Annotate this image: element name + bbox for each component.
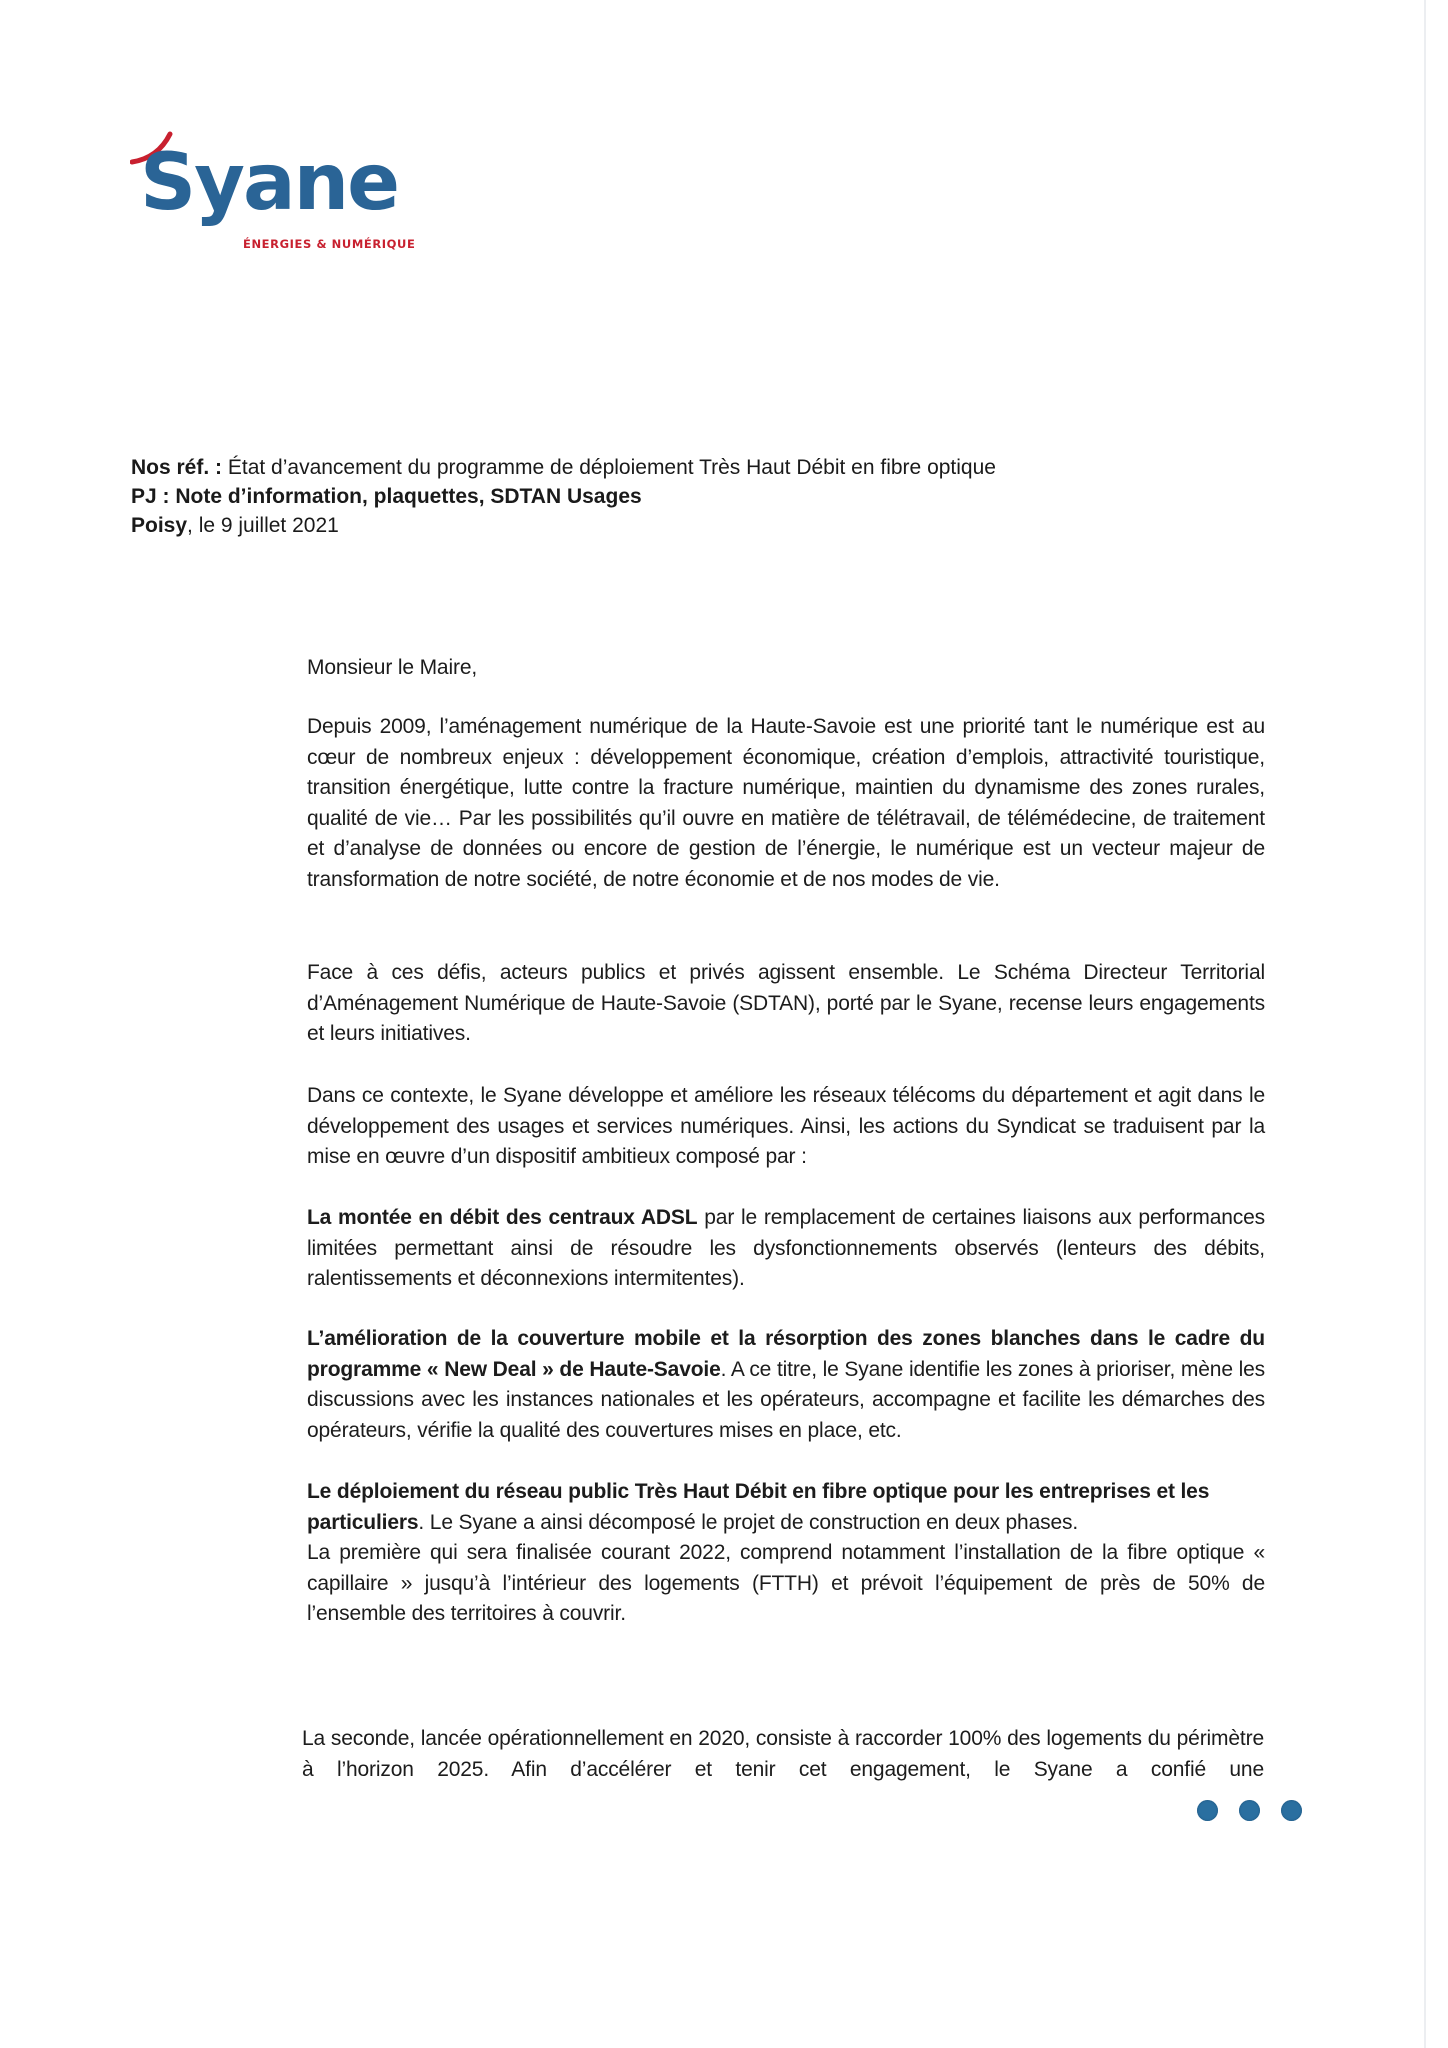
paragraph-body-continued: La première qui sera finalisée courant 2022, comprend notamment l’installation de la fibre optique « capillaire » jusqu’à l’intérieur des logements (FTTH) et prévoit l’équipement de près de 50% de l’ensemble des territoires à couvrir. [307,1541,1265,1625]
paragraph-text: Dans ce contexte, le Syane développe et améliore les réseaux télécoms du département et agit dans le développement des usages et services numériques. Ainsi, les actions du Syndicat se traduisent par la mise en œuvre d’un dispositif ambitieux composé par : [307,1084,1265,1168]
paragraph-body: . Le Syane a ainsi décomposé le projet de construction en deux phases. [418,1510,1079,1534]
paragraph-mobile [307,1324,1265,1446]
paragraph-text [307,1324,1265,1446]
reference-subject: État d’avancement du programme de déploiement Très Haut Débit en fibre optique [222,456,996,479]
syane-logo [130,130,430,260]
salutation-text: Monsieur le Maire, [307,656,478,679]
dot-icon [1281,1800,1302,1821]
place-date-line [131,511,996,540]
paragraph-text [307,1477,1265,1538]
continuation-dots-icon [1197,1800,1302,1821]
paragraph-heading: La montée en débit des centraux ADSL [307,1206,698,1229]
attachments-line: PJ : Note d’information, plaquettes, SDTAN Usages [131,485,642,508]
place: Poisy [131,514,188,537]
salutation [307,653,1265,684]
paragraph-context [307,1081,1265,1173]
paragraph-second-phase [302,1724,1264,1785]
dot-icon [1239,1800,1260,1821]
paragraph-body: par le remplacement de certaines liaisons aux performances limitées permettant ainsi de résoudre les dysfonctionnements observés (lenteurs des débits, ralentissements et déconnexions intermitentes). [307,1206,1265,1290]
paragraph-text: Depuis 2009, l’aménagement numérique de la Haute-Savoie est une priorité tant le numérique est au cœur de nombreux enjeux : développement économique, création d’emplois, attractivité touristique, transition énergétique, lutte contre la fracture numérique, maintien du dynamisme des zones rurales, qualité de vie… Par les possibilités qu’il ouvre en matière de télétravail, de télémédecine, de traitement et d’analyse de données ou encore de gestion de l’énergie, le numérique est un vecteur majeur de transformation de notre société, de notre économie et de nos modes de vie. [307,715,1265,891]
logo-tagline: ÉNERGIES & NUMÉRIQUE [243,237,416,251]
paragraph-body: . A ce titre, le Syane identifie les zones à prioriser, mène les discussions avec les instances nationales et les opérateurs, accompagne et facilite les démarches des opérateurs, vérifie la qualité des couvertures mises en place, etc. [307,1357,1265,1442]
paragraph-fiber [307,1477,1265,1630]
paragraph-text: La seconde, lancée opérationnellement en 2020, consiste à raccorder 100% des logements du périmètre à l’horizon 2025. Afin d’accélérer et tenir cet engagement, le Syane a confié une [302,1727,1264,1781]
reference-block [131,453,996,540]
paragraph-heading: Le déploiement du réseau public Très Haut Débit en fibre optique pour les entreprises et les particuliers [307,1480,1210,1534]
paragraph-heading: L’amélioration de la couverture mobile et la résorption des zones blanches dans le cadre du programme « New Deal » de Haute-Savoie [307,1327,1265,1381]
date: , le 9 juillet 2021 [187,514,339,537]
paragraph-challenges [307,958,1265,1050]
scan-edge-line [1424,0,1426,2048]
paragraph-text [307,1203,1265,1295]
paragraph-intro [307,712,1265,895]
reference-line [131,453,996,482]
dot-icon [1197,1800,1218,1821]
reference-label: Nos réf. : [131,456,223,479]
logo-wordmark: Syane [140,138,399,228]
paragraph-adsl [307,1203,1265,1295]
paragraph-text: Face à ces défis, acteurs publics et privés agissent ensemble. Le Schéma Directeur Territorial d’Aménagement Numérique de Haute-Savoie (SDTAN), porté par le Syane, recense leurs engagements et leurs initiatives. [307,961,1265,1045]
